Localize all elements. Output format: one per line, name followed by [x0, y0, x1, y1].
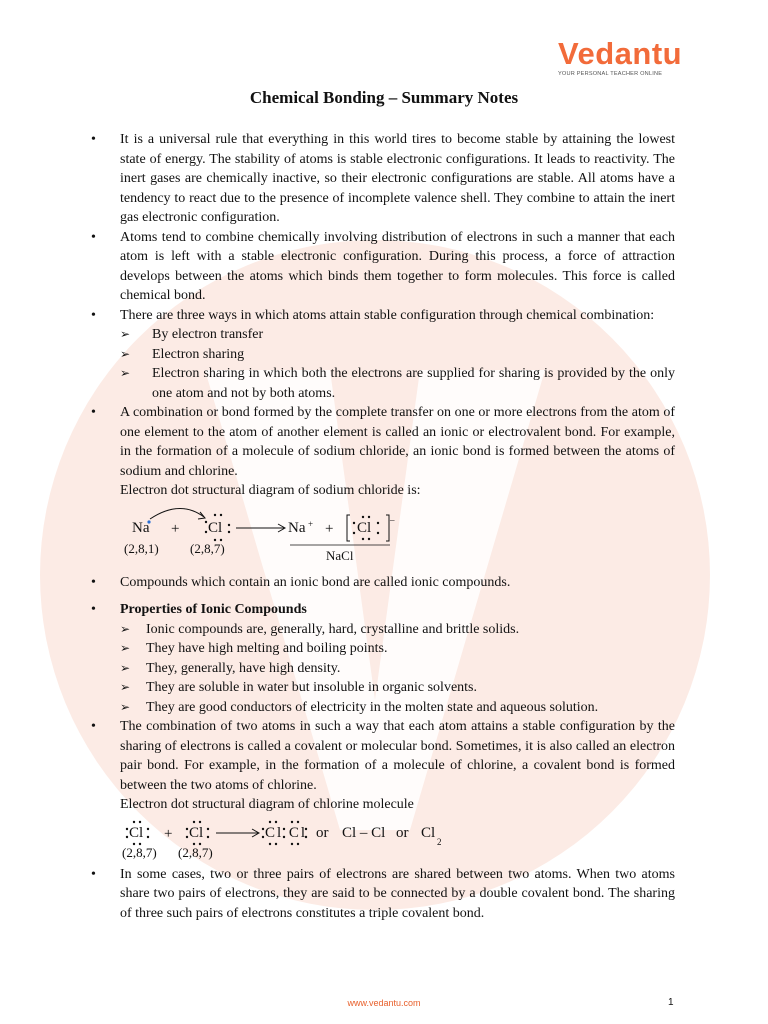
- bullet-three-ways: [91, 306, 675, 404]
- paragraph-text: There are three ways in which atoms attain stable configuration through chemical combination:: [120, 307, 655, 323]
- arrow-bullet-icon: ➢: [120, 346, 131, 361]
- list-item: ➢ Ionic compounds are, generally, hard, crystalline and brittle solids.: [120, 620, 675, 640]
- arrow-bullet-icon: ➢: [120, 641, 131, 655]
- list-item: ➢ By electron transfer: [120, 325, 675, 345]
- list-item: ➢ They are soluble in water but insoluble in organic solvents.: [120, 678, 675, 698]
- list-item: ➢ They have high melting and boiling points.: [120, 639, 675, 659]
- cl-atom: Cl: [208, 519, 223, 536]
- plus-sign: +: [325, 520, 334, 537]
- diagram-caption: Electron dot structural diagram of sodium chloride is:: [120, 483, 421, 498]
- bullet-icon: •: [91, 719, 96, 734]
- arrow-bullet-icon: ➢: [120, 366, 131, 380]
- bullet-icon: •: [91, 866, 96, 882]
- arrow-bullet-icon: ➢: [120, 680, 131, 694]
- cl-atom-a: Cl: [129, 824, 144, 841]
- arrow-bullet-icon: ➢: [120, 327, 131, 341]
- logo-brand: Vedantu: [558, 36, 683, 71]
- paragraph-text: Compounds which contain an ionic bond are called ionic compounds.: [120, 574, 511, 590]
- bullet-icon: •: [91, 405, 96, 420]
- paragraph-text: Atoms tend to combine chemically involving distribution of electrons in such a manner that each atom is left with a stable electronic configuration. During this process, a force of attraction develops between the atoms which binds them together to form molecules. This force is called chemical bond.: [120, 229, 675, 303]
- list-item: ➢ Electron sharing: [120, 345, 675, 365]
- cl-b-configuration: (2,8,7): [178, 844, 213, 860]
- section-heading: Properties of Ionic Compounds: [120, 602, 307, 617]
- notes-body: [91, 130, 675, 923]
- diagram-caption: Electron dot structural diagram of chlorine molecule: [120, 797, 414, 812]
- bullet-chemical-bond: [91, 228, 675, 306]
- bullet-icon: •: [91, 574, 96, 590]
- bullet-stability: [91, 130, 675, 228]
- bullet-icon: •: [91, 307, 96, 323]
- cl-atom-b: Cl: [189, 824, 204, 841]
- arrow-bullet-icon: ➢: [120, 699, 131, 714]
- or-label: or: [396, 824, 409, 841]
- vedantu-logo: [558, 38, 686, 77]
- cl2-molecular-formula: Cl: [421, 824, 436, 841]
- paragraph-text: A combination or bond formed by the complete transfer on one or more electrons from the atom of one element to the atom of another element is called an ionic or electrovalent bond. For example, in the formation of a molecule of sodium chloride, an ionic bond is formed between the atoms of sodium and chlorine.: [120, 405, 675, 479]
- list-item: ➢ They are good conductors of electricity in the molten state and aqueous solution.: [120, 698, 675, 718]
- bullet-icon: •: [91, 229, 96, 245]
- plus-sign: +: [164, 825, 173, 842]
- logo-tagline: YOUR PERSONAL TEACHER ONLINE: [558, 71, 663, 77]
- cl-a-configuration: (2,8,7): [122, 844, 157, 860]
- subscript-two: 2: [437, 836, 442, 847]
- bullet-multiple-bonds: [91, 865, 675, 924]
- nacl-diagram: [120, 501, 675, 563]
- arrow-bullet-icon: ➢: [120, 621, 131, 636]
- cl2-line-formula: Cl – Cl: [342, 824, 386, 841]
- bullet-icon: •: [91, 602, 96, 617]
- na-configuration: (2,8,1): [124, 540, 159, 556]
- na-ion-charge: +: [308, 518, 314, 529]
- list-item: ➢ Electron sharing in which both the electrons are supplied for sharing is provided by the only one atom and not by both atoms.: [120, 366, 675, 401]
- bullet-ionic-compounds: [91, 573, 675, 593]
- paragraph-text: In some cases, two or three pairs of electrons are shared between two atoms. When two atoms share two pairs of electrons, they are said to be connected by a double covalent bond. The sharing of three such pairs of electrons constitutes a triple covalent bond.: [120, 866, 675, 921]
- cl-configuration: (2,8,7): [190, 540, 225, 556]
- plus-sign: +: [171, 520, 180, 537]
- nacl-product: NaCl: [326, 547, 354, 563]
- cl-ion-charge: –: [390, 514, 395, 525]
- na-ion: Na: [288, 519, 306, 536]
- cl-ion: Cl: [357, 519, 372, 536]
- nacl-diagram-svg: [120, 501, 420, 563]
- bullet-ionic-bond: [91, 403, 675, 563]
- cl2-dot-product: Cl Cl: [265, 824, 308, 841]
- page-number: 1: [668, 997, 674, 1008]
- bullet-icon: •: [91, 132, 96, 147]
- cl2-diagram: [120, 815, 675, 860]
- na-atom: Na: [132, 519, 150, 536]
- paragraph-text: It is a universal rule that everything in this world tires to become stable by attaining the lowest state of energy. The stability of atoms is stable electronic configurations. It leads to reactivity. The inert gases are chemically inactive, so their electronic configurations are stable. All atoms have a tendency to react due to the presence of incomplete valence shell. They combine to attain the inert gas electronic configuration.: [120, 132, 675, 225]
- or-label: or: [316, 824, 329, 841]
- paragraph-text: The combination of two atoms in such a way that each atom attains a stable configuration by the sharing of electrons is called a covalent or molecular bond. Sometimes, it is also called an electron pair bond. For example, in the formation of a molecule of chlorine, a covalent bond is formed between the two atoms of chlorine.: [120, 719, 675, 793]
- page-title: Chemical Bonding – Summary Notes: [249, 88, 519, 107]
- arrow-bullet-icon: ➢: [120, 660, 131, 675]
- list-item: ➢ They, generally, have high density.: [120, 659, 675, 679]
- bullet-properties: [91, 600, 675, 717]
- bullet-covalent-bond: [91, 717, 675, 860]
- footer-url-link[interactable]: www.vedantu.com: [347, 998, 421, 1008]
